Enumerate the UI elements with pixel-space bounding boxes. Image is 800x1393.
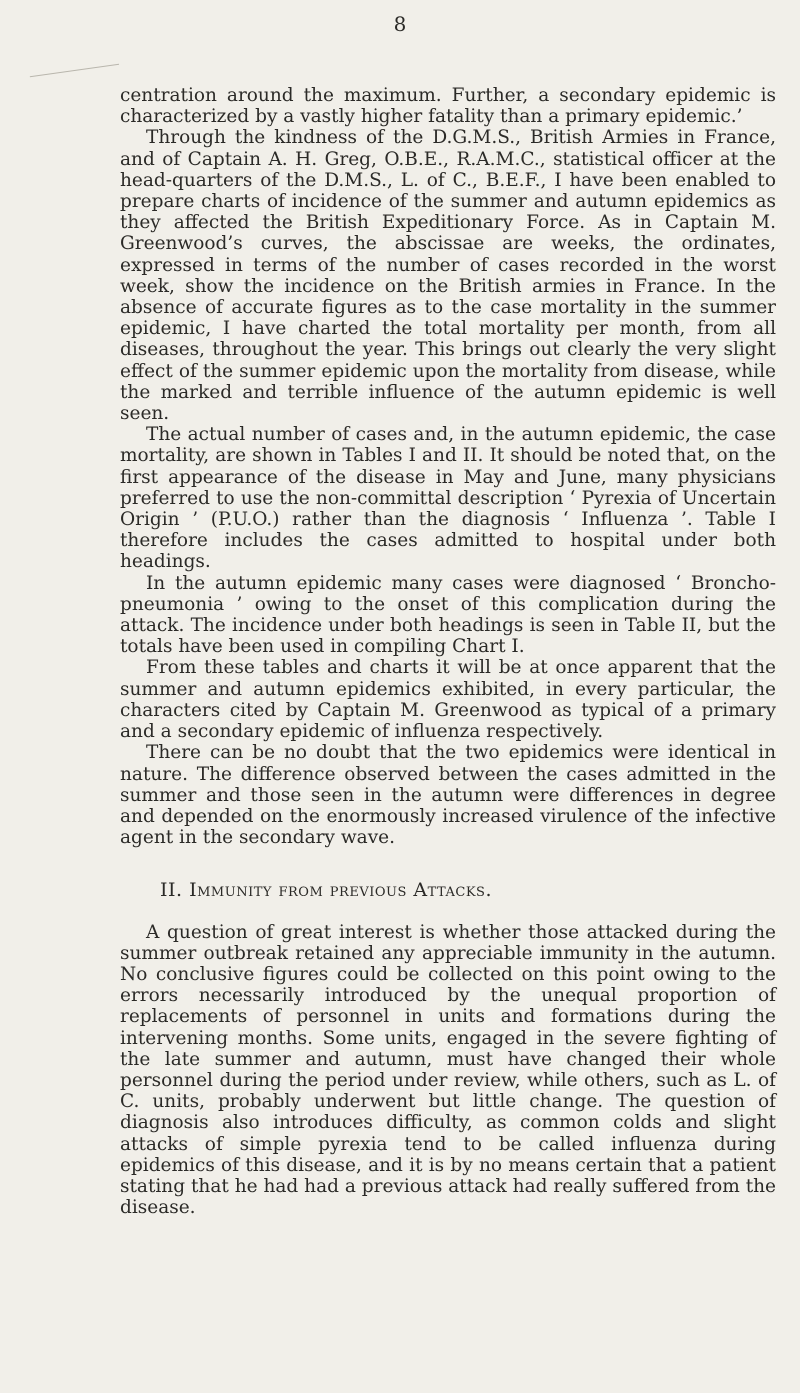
- body-text: [120, 85, 776, 1218]
- page-number: 8: [393, 12, 407, 36]
- section-numeral: II.: [160, 879, 183, 902]
- paragraph: The actual number of cases and, in the autumn epidemic, the case mortality, are shown in Tables I and II. It should be noted that, on the first appearance of the disease in May and June, many physicians preferred to use the non-committal description ‘ Pyrexia of Uncertain Origin ’ (P.U.O.) rather than the diagnosis ‘ Influenza ’. Table I therefore includes the cases admitted to hospital under both headings.: [120, 424, 776, 573]
- scan-mark: [30, 64, 120, 85]
- paragraph: From these tables and charts it will be at once apparent that the summer and autumn epidemics exhibited, in every particular, the characters cited by Captain M. Greenwood as typical of a primary and a secondary epidemic of influenza respectively.: [120, 657, 776, 743]
- paragraph: A question of great interest is whether those attacked during the summer outbreak retained any appreciable immunity in the autumn. No conclusive figures could be collected on this point owing to the errors necessarily introduced by the unequal proportion of replacements of personnel in units and formations during the intervening months. Some units, engaged in the severe fighting of the late summer and autumn, must have changed their whole personnel during the period under review, while others, such as L. of C. units, probably underwent but little change. The question of diagnosis also introduces difficulty, as common colds and slight attacks of simple pyrexia tend to be called influenza during epidemics of this disease, and it is by no means certain that a patient stating that he had had a previous attack had really suffered from the disease.: [120, 921, 776, 1219]
- paragraph: centration around the maximum. Further, a secondary epidemic is characterized by a vastly higher fatality than a primary epidemic.’: [120, 85, 776, 128]
- section-title: Immunity from previous Attacks.: [189, 879, 493, 902]
- paragraph: In the autumn epidemic many cases were diagnosed ‘ Broncho-pneumonia ’ owing to the onset of this complication during the attack. The incidence under both headings is seen in Table II, but the totals have been used in compiling Chart I.: [120, 572, 776, 658]
- section-heading: [120, 880, 776, 901]
- paragraph: Through the kindness of the D.G.M.S., British Armies in France, and of Captain A. H. Greg, O.B.E., R.A.M.C., statistical officer at the head-quarters of the D.M.S., L. of C., B.E.F., I have been enabled to prepare charts of incidence of the summer and autumn epidemics as they affected the British Expeditionary Force. As in Captain M. Greenwood’s curves, the abscissae are weeks, the ordinates, expressed in terms of the number of cases recorded in the worst week, show the incidence on the British armies in France. In the absence of accurate figures as to the case mortality in the summer epidemic, I have charted the total mortality per month, from all diseases, throughout the year. This brings out clearly the very slight effect of the summer epidemic upon the mortality from disease, while the marked and terrible influence of the autumn epidemic is well seen.: [120, 127, 776, 425]
- paragraph: There can be no doubt that the two epidemics were identical in nature. The difference observed between the cases admitted in the summer and those seen in the autumn were differences in degree and depended on the enormously increased virulence of the infective agent in the secondary wave.: [120, 742, 776, 849]
